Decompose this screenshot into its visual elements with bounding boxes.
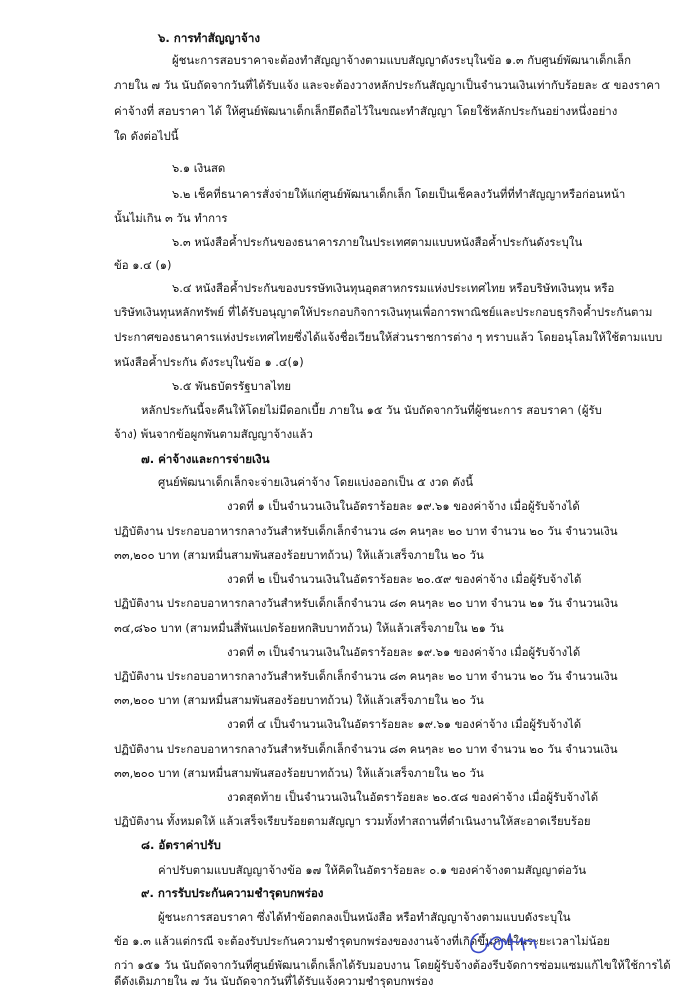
item-6-3-cont: ข้อ ๑.๔ (๑) [114, 258, 172, 272]
installment-final-cont: ปฏิบัติงาน ทั้งหมดให้ แล้วเสร็จเรียบร้อยตามสัญญา รวมทั้งทำสถานที่ดำเนินงานให้สะอาดเรียบร้อย [114, 814, 591, 828]
section-9-line: ผู้ชนะการสอบราคา ซึ่งได้ทำข้อตกลงเป็นหนังสือ หรือทำสัญญาจ้างตามแบบดังระบุใน [158, 910, 571, 924]
section-6-closing-line: หลักประกันนี้จะคืนให้โดยไม่มีดอกเบี้ย ภายใน ๑๕ วัน นับถัดจากวันที่ผู้ชนะการ สอบราคา (ผู้รับ [141, 403, 602, 417]
item-6-4-cont: ประกาศของธนาคารแห่งประเทศไทยซึ่งได้แจ้งชื่อเวียนให้ส่วนราชการต่าง ๆ ทราบแล้ว โดยอนุโลมให้ใช้ตามแบบ [114, 330, 663, 344]
installment-2: งวดที่ ๒ เป็นจำนวนเงินในอัตราร้อยละ ๒๐.๕๙ ของค่าจ้าง เมื่อผู้รับจ้างได้ [227, 572, 582, 586]
item-6-2: ๖.๒ เช็คที่ธนาคารสั่งจ่ายให้แก่ศูนย์พัฒนาเด็กเล็ก โดยเป็นเช็คลงวันที่ที่ทำสัญญาหรือก่อนหน้า [172, 187, 626, 201]
section-6-paragraph-line: ภายใน ๗ วัน นับถัดจากวันที่ได้รับแจ้ง และจะต้องวางหลักประกันสัญญาเป็นจำนวนเงินเท่ากับร้อยละ ๕ ของราคา [114, 78, 661, 92]
item-6-4-cont: หนังสือค้ำประกัน ดังระบุในข้อ ๑ .๔(๑) [114, 355, 304, 369]
item-6-5: ๖.๕ พันธบัตรรัฐบาลไทย [172, 379, 292, 393]
section-9-line: กว่า ๑๕๑ วัน นับถัดจากวันที่ศูนย์พัฒนาเด็กเล็กได้รับมอบงาน โดยผู้รับจ้างต้องรีบจัดการซ่อมแซมแก้ไขให้ใช้การได้ [114, 958, 671, 972]
item-6-2-cont: นั้นไม่เกิน ๓ วัน ทำการ [114, 211, 228, 225]
section-8-text: ค่าปรับตามแบบสัญญาจ้างข้อ ๑๗ ให้คิดในอัตราร้อยละ ๐.๑ ของค่าจ้างตามสัญญาต่อวัน [158, 863, 587, 877]
installment-3: งวดที่ ๓ เป็นจำนวนเงินในอัตราร้อยละ ๑๙.๖๑ ของค่าจ้าง เมื่อผู้รับจ้างได้ [227, 645, 581, 659]
section-6-paragraph-line: ใด ดังต่อไปนี้ [114, 129, 179, 143]
section-9-line: ข้อ ๑.๓ แล้วแต่กรณี จะต้องรับประกันความชำรุดบกพร่องของงานจ้างที่เกิดขึ้นภายในระยะเวลาไม่น้อย [114, 934, 610, 948]
item-6-1: ๖.๑ เงินสด [172, 161, 226, 175]
section-6-paragraph-line: ค่าจ้างที่ สอบราคา ได้ ให้ศูนย์พัฒนาเด็กเล็กยึดถือไว้ในขณะทำสัญญา โดยใช้หลักประกันอย่างหนึ่งอย่าง [114, 104, 618, 118]
section-6-heading: ๖. การทำสัญญาจ้าง [158, 31, 261, 45]
installment-4: งวดที่ ๔ เป็นจำนวนเงินในอัตราร้อยละ ๑๙.๖๑ ของค่าจ้าง เมื่อผู้รับจ้างได้ [227, 717, 582, 731]
installment-4-cont: ๓๓,๒๐๐ บาท (สามหมื่นสามพันสองร้อยบาทถ้วน) ให้แล้วเสร็จภายใน ๒๐ วัน [114, 766, 484, 780]
section-6-closing-line: จ้าง) พ้นจากข้อผูกพันตามสัญญาจ้างแล้ว [114, 427, 313, 441]
installment-2-cont: ปฏิบัติงาน ประกอบอาหารกลางวันสำหรับเด็กเล็กจำนวน ๘๓ คนๆละ ๒๐ บาท จำนวน ๒๑ วัน จำนวนเงิน [114, 596, 618, 610]
installment-1-cont: ปฏิบัติงาน ประกอบอาหารกลางวันสำหรับเด็กเล็กจำนวน ๘๓ คนๆละ ๒๐ บาท จำนวน ๒๐ วัน จำนวนเงิน [114, 524, 618, 538]
installment-1: งวดที่ ๑ เป็นจำนวนเงินในอัตราร้อยละ ๑๙.๖๑ ของค่าจ้าง เมื่อผู้รับจ้างได้ [227, 499, 580, 513]
section-7-heading: ๗. ค่าจ้างและการจ่ายเงิน [141, 452, 270, 466]
item-6-4-cont: บริษัทเงินทุนหลักทรัพย์ ที่ได้รับอนุญาตให้ประกอบกิจการเงินทุนเพื่อการพาณิชย์และประกอบธุรกิจค้ำประกันตาม [114, 305, 653, 319]
installment-final: งวดสุดท้าย เป็นจำนวนเงินในอัตราร้อยละ ๒๐.๕๘ ของค่าจ้าง เมื่อผู้รับจ้างได้ [227, 790, 599, 804]
section-9-line: ดีดังเดิมภายใน ๗ วัน นับถัดจากวันที่ได้รับแจ้งความชำรุดบกพร่อง [114, 974, 434, 988]
item-6-3: ๖.๓ หนังสือค้ำประกันของธนาคารภายในประเทศตามแบบหนังสือค้ำประกันดังระบุใน [172, 235, 583, 249]
installment-2-cont: ๓๔,๘๖๐ บาท (สามหมื่นสี่พันแปดร้อยหกสิบบาทถ้วน) ให้แล้วเสร็จภายใน ๒๑ วัน [114, 621, 504, 635]
installment-3-cont: ๓๓,๒๐๐ บาท (สามหมื่นสามพันสองร้อยบาทถ้วน) ให้แล้วเสร็จภายใน ๒๐ วัน [114, 693, 484, 707]
signature-mark [466, 928, 546, 958]
item-6-4: ๖.๔ หนังสือค้ำประกันของบรรษัทเงินทุนอุตสาหกรรมแห่งประเทศไทย หรือบริษัทเงินทุน หรือ [172, 281, 615, 295]
installment-3-cont: ปฏิบัติงาน ประกอบอาหารกลางวันสำหรับเด็กเล็กจำนวน ๘๓ คนๆละ ๒๐ บาท จำนวน ๒๐ วัน จำนวนเงิน [114, 669, 618, 683]
section-8-heading: ๘. อัตราค่าปรับ [141, 838, 221, 852]
installment-4-cont: ปฏิบัติงาน ประกอบอาหารกลางวันสำหรับเด็กเล็กจำนวน ๘๓ คนๆละ ๒๐ บาท จำนวน ๒๐ วัน จำนวนเงิน [114, 742, 618, 756]
section-6-paragraph-line: ผู้ชนะการสอบราคาจะต้องทำสัญญาจ้างตามแบบสัญญาดังระบุในข้อ ๑.๓ กับศูนย์พัฒนาเด็กเล็ก [172, 53, 632, 67]
section-7-intro: ศูนย์พัฒนาเด็กเล็กจะจ่ายเงินค่าจ้าง โดยแบ่งออกเป็น ๕ งวด ดังนี้ [158, 475, 474, 489]
section-9-heading: ๙. การรับประกันความชำรุดบกพร่อง [141, 886, 324, 900]
installment-1-cont: ๓๓,๒๐๐ บาท (สามหมื่นสามพันสองร้อยบาทถ้วน) ให้แล้วเสร็จภายใน ๒๐ วัน [114, 548, 484, 562]
